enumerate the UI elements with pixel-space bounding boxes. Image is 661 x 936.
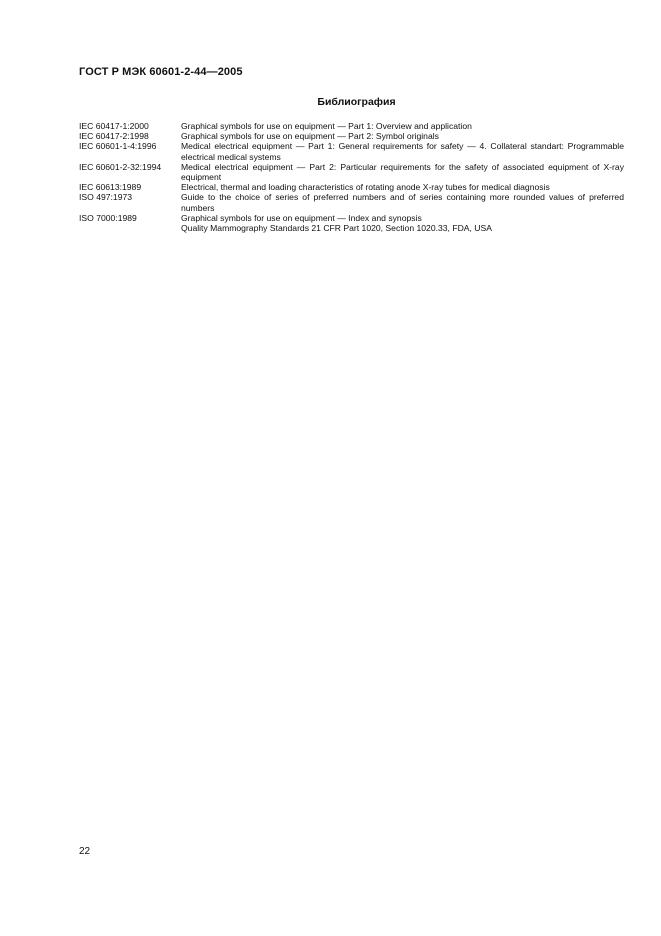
reference-title: Quality Mammography Standards 21 CFR Part 1020, Section 1020.33, FDA, USA <box>181 223 492 234</box>
reference-code: ISO 497:1973 <box>79 192 133 203</box>
reference-title: Graphical symbols for use on equipment — Part 1: Overview and application <box>181 121 472 131</box>
bibliography-entry <box>79 213 624 223</box>
page-number: 22 <box>79 846 91 857</box>
reference-code: IEC 60601-1-4:1996 <box>79 141 157 152</box>
reference-code: IEC 60613:1989 <box>79 182 142 193</box>
reference-title: Electrical, thermal and loading characteristics of rotating anode X-ray tubes for medical diagnosis <box>181 182 550 193</box>
reference-title: Guide to the choice of series of preferred numbers and of series containing more rounded values of preferred numbers <box>181 192 624 213</box>
reference-code: ISO 7000:1989 <box>79 212 137 223</box>
bibliography-list <box>79 121 624 233</box>
bibliography-entry <box>79 131 624 141</box>
bibliography-entry <box>79 121 624 131</box>
section-title: Библиография <box>317 96 396 108</box>
reference-code: IEC 60417-2:1998 <box>79 131 149 142</box>
reference-code: IEC 60417-1:2000 <box>79 121 149 131</box>
reference-title: Medical electrical equipment — Part 2: Particular requirements for the safety of associated equipment of X-ray equipment <box>181 161 624 183</box>
bibliography-entry <box>79 223 624 233</box>
bibliography-entry <box>79 192 624 212</box>
bibliography-entry <box>79 182 624 192</box>
reference-title: Graphical symbols for use on equipment — Index and synopsis <box>181 212 422 223</box>
document-header: ГОСТ Р МЭК 60601-2-44—2005 <box>79 66 243 78</box>
reference-title: Graphical symbols for use on equipment — Part 2: Symbol originals <box>181 131 439 142</box>
reference-title: Medical electrical equipment — Part 1: General requirements for safety — 4. Collateral standart: Programmable electrical medical systems <box>181 141 624 162</box>
bibliography-entry <box>79 141 624 161</box>
bibliography-entry <box>79 162 624 182</box>
reference-code: IEC 60601-2-32:1994 <box>79 161 162 172</box>
